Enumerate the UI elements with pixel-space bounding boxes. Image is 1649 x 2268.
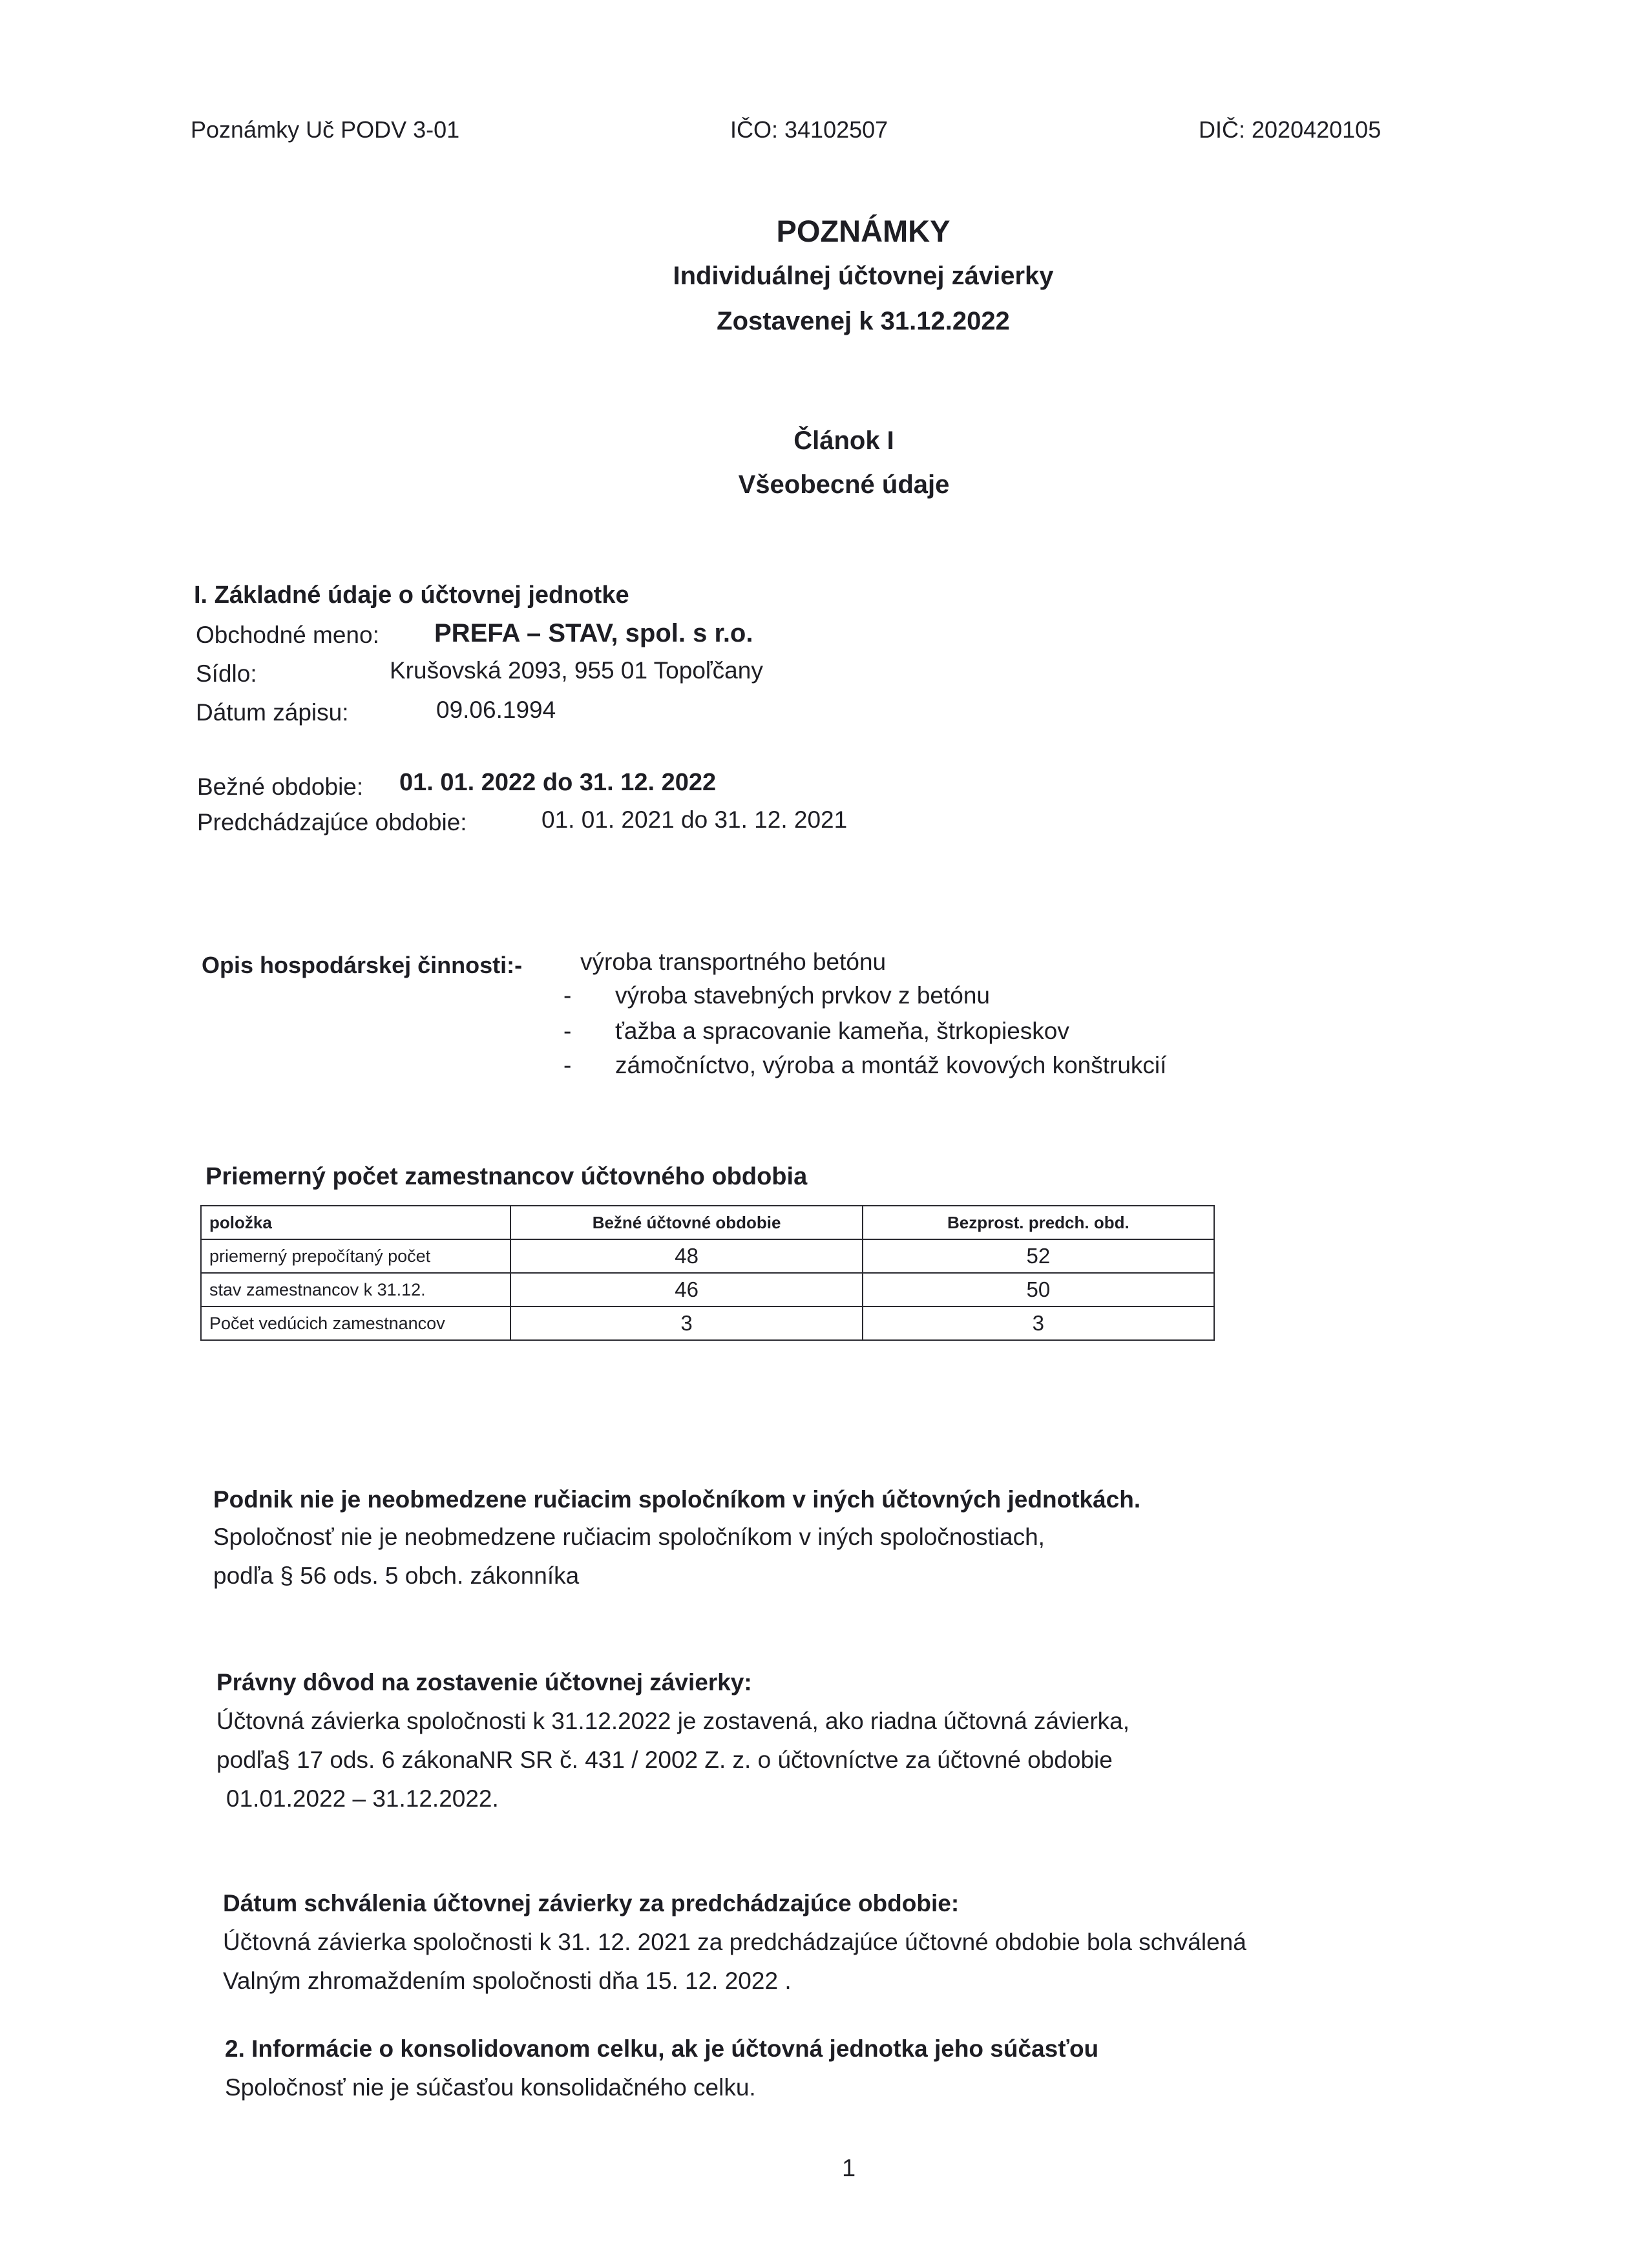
row-previous-value: 50 <box>863 1273 1214 1307</box>
dash-marker: - <box>563 1052 572 1078</box>
header-ico: IČO: 34102507 <box>730 116 888 143</box>
approval-heading: Dátum schválenia účtovnej závierky za predchádzajúce obdobie: <box>223 1890 960 1916</box>
legal-line: Účtovná závierka spoločnosti k 31.12.2022 je zostavená, ako riadna účtovná závierka, <box>216 1708 1129 1734</box>
current-period-value: 01. 01. 2022 do 31. 12. 2022 <box>399 769 717 796</box>
approval-line: Valným zhromaždením spoločnosti dňa 15. 12. 2022 . <box>223 1968 792 1994</box>
row-previous-value: 52 <box>863 1239 1214 1273</box>
table-row <box>201 1307 1214 1340</box>
employees-table <box>200 1205 1215 1341</box>
column-header-previous: Bezprost. predch. obd. <box>863 1206 1214 1239</box>
registration-date-label: Dátum zápisu: <box>196 699 349 726</box>
legal-heading: Právny dôvod na zostavenie účtovnej závierky: <box>216 1669 752 1696</box>
document-date-line: Zostavenej k 31.12.2022 <box>717 307 1010 335</box>
row-current-value: 48 <box>510 1239 862 1273</box>
approval-line: Účtovná závierka spoločnosti k 31. 12. 2021 za predchádzajúce účtovné obdobie bola schválená <box>223 1929 1246 1955</box>
company-name-value: PREFA – STAV, spol. s r.o. <box>434 619 753 647</box>
previous-period-label: Predchádzajúce obdobie: <box>197 809 467 835</box>
activity-item: - výroba stavebných prvkov z betónu <box>563 982 990 1009</box>
liability-line: Spoločnosť nie je neobmedzene ručiacim spoločníkom v iných spoločnostiach, <box>213 1524 1045 1550</box>
table-row <box>201 1239 1214 1273</box>
section2-heading: 2. Informácie o konsolidovanom celku, ak je účtovná jednotka jeho súčasťou <box>225 2035 1099 2062</box>
row-current-value: 3 <box>510 1307 862 1340</box>
row-label: Počet vedúcich zamestnancov <box>201 1307 510 1340</box>
legal-line: 01.01.2022 – 31.12.2022. <box>226 1785 499 1812</box>
company-name-label: Obchodné meno: <box>196 622 379 648</box>
activity-label: Opis hospodárskej činnosti:- <box>202 952 523 978</box>
row-label: priemerný prepočítaný počet <box>201 1239 510 1273</box>
row-label: stav zamestnancov k 31.12. <box>201 1273 510 1307</box>
document-subtitle: Individuálnej účtovnej závierky <box>673 262 1054 290</box>
employees-heading: Priemerný počet zamestnancov účtovného obdobia <box>205 1163 808 1190</box>
section2-line: Spoločnosť nie je súčasťou konsolidačného celku. <box>225 2074 756 2101</box>
column-header-current: Bežné účtovné obdobie <box>510 1206 862 1239</box>
article-title: Všeobecné údaje <box>738 470 950 499</box>
seat-value: Krušovská 2093, 955 01 Topoľčany <box>390 657 763 684</box>
column-header-item: položka <box>201 1206 510 1239</box>
document-title: POZNÁMKY <box>776 214 951 248</box>
row-previous-value: 3 <box>863 1307 1214 1340</box>
current-period-label: Bežné obdobie: <box>197 773 364 800</box>
row-current-value: 46 <box>510 1273 862 1307</box>
liability-line: podľa § 56 ods. 5 obch. zákonníka <box>213 1562 580 1589</box>
liability-heading: Podnik nie je neobmedzene ručiacim spoločníkom v iných účtovných jednotkách. <box>213 1486 1141 1513</box>
activity-item: - ťažba a spracovanie kameňa, štrkopieskov <box>563 1018 1069 1044</box>
legal-line: podľa§ 17 ods. 6 zákonaNR SR č. 431 / 2002 Z. z. o účtovníctve za účtovné obdobie <box>216 1747 1113 1773</box>
seat-label: Sídlo: <box>196 660 257 687</box>
dash-marker: - <box>563 1018 572 1044</box>
activity-item: výroba transportného betónu <box>580 949 887 975</box>
page-number: 1 <box>842 2155 856 2182</box>
registration-date-value: 09.06.1994 <box>436 697 556 723</box>
article-number: Článok I <box>793 426 894 455</box>
previous-period-value: 01. 01. 2021 do 31. 12. 2021 <box>541 806 848 833</box>
header-form-code: Poznámky Uč PODV 3-01 <box>191 116 460 143</box>
activity-item: - zámočníctvo, výroba a montáž kovových konštrukcií <box>563 1052 1167 1078</box>
table-row <box>201 1273 1214 1307</box>
section1-heading: I. Základné údaje o účtovnej jednotke <box>194 582 629 609</box>
table-header-row <box>201 1206 1214 1239</box>
header-dic: DIČ: 2020420105 <box>1199 116 1381 143</box>
dash-marker: - <box>563 982 572 1009</box>
